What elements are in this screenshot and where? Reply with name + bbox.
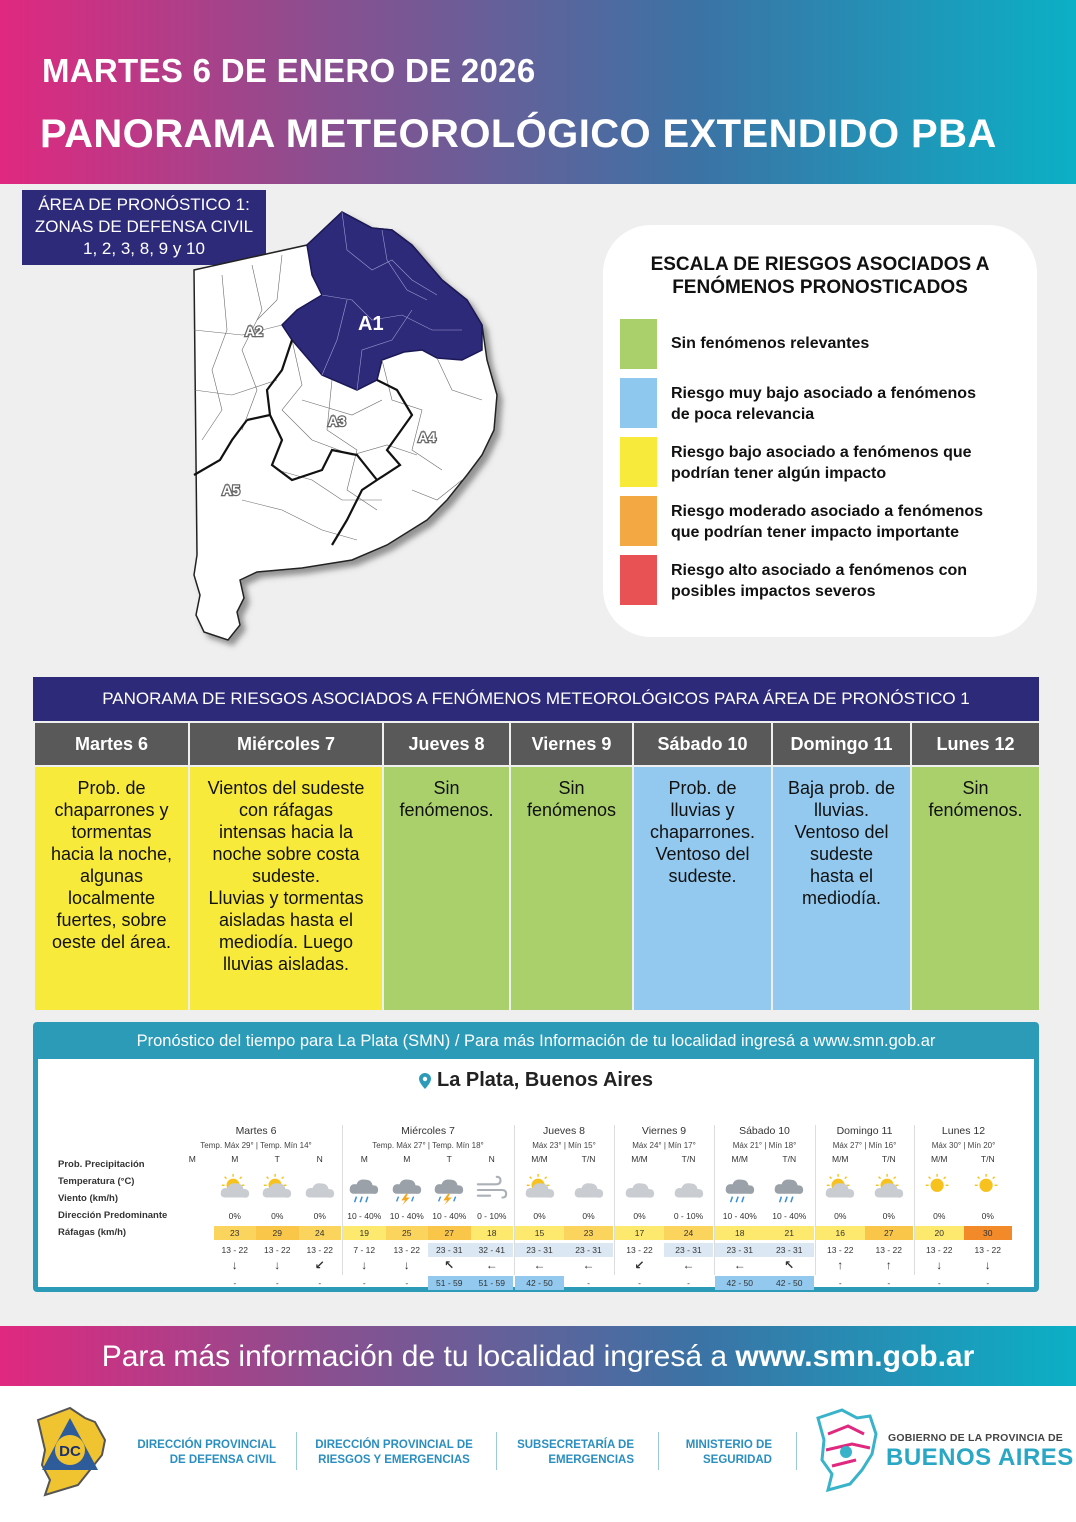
gust-value: - xyxy=(318,1278,322,1288)
wind-value: 23 - 31 xyxy=(715,1243,765,1257)
org-defensa-civil: DIRECCIÓN PROVINCIAL DE DEFENSA CIVIL xyxy=(137,1439,276,1466)
forecast-row-label: Ráfagas (km/h) xyxy=(58,1227,127,1238)
wind-direction-icon: ↓ xyxy=(361,1258,368,1272)
wind-value: 7 - 12 xyxy=(353,1245,376,1255)
risk-text-line: sudeste xyxy=(809,844,874,864)
temperature-value: 15 xyxy=(515,1226,564,1240)
wind-value: 13 - 22 xyxy=(974,1245,1001,1255)
forecast-day-name: Sábado 10 xyxy=(739,1125,790,1137)
temperature-value: 27 xyxy=(428,1226,471,1240)
wind-value: 13 - 22 xyxy=(221,1245,248,1255)
smn-forecast-panel xyxy=(33,1022,1039,1292)
slot-period-label: M/M xyxy=(831,1154,849,1164)
wind-value: 23 - 31 xyxy=(664,1243,713,1257)
wind-direction-icon: ↓ xyxy=(984,1258,991,1272)
risk-panel-title: PANORAMA DE RIESGOS ASOCIADOS A FENÓMENOS METEOROLÓGICOS PARA ÁREA DE PRONÓSTICO 1 xyxy=(33,677,1039,721)
risk-day-cell xyxy=(633,766,772,1011)
slot-period-label: T/N xyxy=(881,1154,896,1164)
forecast-day-name: Martes 6 xyxy=(235,1125,277,1137)
day-separator xyxy=(514,1125,515,1275)
forecast-day-name: Domingo 11 xyxy=(836,1125,893,1137)
org-subsecretaria: SUBSECRETARÍA DE EMERGENCIAS xyxy=(517,1439,634,1466)
precip-value: 0% xyxy=(834,1211,847,1221)
scale-item xyxy=(620,319,1020,369)
header-banner xyxy=(0,0,1076,184)
wind-value: 32 - 41 xyxy=(471,1243,514,1257)
precip-value: 0% xyxy=(313,1211,326,1221)
scale-title-line: ESCALA DE RIESGOS ASOCIADOS A xyxy=(650,254,990,275)
wind-direction-icon: ↖ xyxy=(784,1258,795,1272)
forecast-row-label: Dirección Predominante xyxy=(58,1210,168,1221)
scale-item-text: Riesgo alto asociado a fenómenos con posibles impactos severos xyxy=(671,562,968,600)
cloud-weather-icon xyxy=(623,1173,657,1207)
scale-item-text: Riesgo bajo asociado a fenómenos que podrían tener algún impacto xyxy=(671,444,972,482)
precip-value: 0% xyxy=(633,1211,646,1221)
sun-cloud-weather-icon xyxy=(872,1173,906,1207)
risk-day-header: Martes 6 xyxy=(34,722,189,766)
report-date: MARTES 6 DE ENERO DE 2026 xyxy=(42,52,536,89)
risk-day-header: Lunes 12 xyxy=(911,722,1040,766)
area-label-line: ZONAS DE DEFENSA CIVIL xyxy=(34,217,254,236)
slot-period-label: T xyxy=(446,1154,452,1164)
buenos-aires-province-logo xyxy=(812,1404,882,1494)
risk-day-cell xyxy=(510,766,633,1011)
temperature-value: 18 xyxy=(715,1226,765,1240)
precip-value: 10 - 40% xyxy=(772,1211,807,1221)
wind-value: 23 - 31 xyxy=(515,1243,564,1257)
smn-banner: Pronóstico del tiempo para La Plata (SMN) / Para más Información de tu localidad ingresá a www.smn.gob.ar xyxy=(136,1032,936,1050)
location-pin-icon xyxy=(419,1073,431,1089)
risk-text-line: Baja prob. de xyxy=(787,778,896,798)
risk-day-cell xyxy=(34,766,189,1011)
risk-text-line: algunas xyxy=(79,866,144,886)
scale-swatch xyxy=(620,319,657,369)
risk-text-line: fuertes, sobre xyxy=(56,910,167,930)
risk-text-line: tormentas xyxy=(71,822,152,842)
gust-value: - xyxy=(638,1278,641,1288)
temperature-value: 21 xyxy=(765,1226,815,1240)
gust-value: - xyxy=(986,1278,990,1288)
forecast-day xyxy=(816,1125,913,1288)
risk-text-line: mediodía. xyxy=(801,888,882,908)
risk-text-line: lluvias y xyxy=(670,800,735,820)
wind-value: 13 - 22 xyxy=(875,1245,902,1255)
map-label-a5: A5 xyxy=(222,482,240,498)
forecast-day-temps: Máx 23° | Mín 15° xyxy=(532,1141,596,1150)
precip-value: 0% xyxy=(933,1211,946,1221)
gust-value: - xyxy=(233,1278,237,1288)
smn-forecast-grid xyxy=(38,1059,1034,1287)
scale-title-line: FENÓMENOS PRONOSTICADOS xyxy=(672,277,968,298)
wind-value: 23 - 31 xyxy=(564,1243,613,1257)
gust-value: 42 - 50 xyxy=(765,1276,815,1290)
org-separator xyxy=(658,1432,659,1470)
wind-value: 13 - 22 xyxy=(306,1245,333,1255)
risk-text-line: Ventoso del xyxy=(794,822,889,842)
slot-period-label: T/N xyxy=(581,1154,596,1164)
day-separator xyxy=(614,1125,615,1275)
sun-cloud-weather-icon xyxy=(218,1173,252,1207)
forecast-day-temps: Máx 21° | Mín 18° xyxy=(732,1141,797,1150)
wind-weather-icon xyxy=(475,1173,509,1207)
scale-item xyxy=(620,555,1020,605)
wind-direction-icon: ← xyxy=(582,1258,595,1272)
forecast-day-temps: Máx 24° | Mín 17° xyxy=(632,1141,696,1150)
risk-table-header xyxy=(34,722,1040,766)
gust-value: - xyxy=(687,1278,690,1288)
precip-value: 0% xyxy=(533,1211,546,1221)
risk-text-line: Prob. de xyxy=(77,778,146,798)
risk-text-line: sudeste. xyxy=(251,866,321,886)
slot-period-label: M xyxy=(360,1154,368,1164)
risk-text-line: Vientos del sudeste xyxy=(207,778,365,798)
forecast-day-temps: Máx 30° | Mín 20° xyxy=(931,1141,996,1150)
wind-value: 23 - 31 xyxy=(428,1243,471,1257)
risk-day-cell xyxy=(383,766,510,1011)
gust-value: - xyxy=(937,1278,941,1288)
precip-value: 10 - 40% xyxy=(722,1211,757,1221)
slot-period-label: M/M xyxy=(531,1154,548,1164)
sun-weather-icon xyxy=(971,1173,1005,1207)
wind-direction-icon: ← xyxy=(485,1258,498,1272)
risk-text-line: fenómenos xyxy=(526,800,617,820)
map-label-a3: A3 xyxy=(328,413,346,429)
area-label-line: ÁREA DE PRONÓSTICO 1: xyxy=(38,195,250,214)
day-separator xyxy=(714,1125,715,1275)
rain-weather-icon xyxy=(772,1173,806,1207)
slot-period-label: M/M xyxy=(731,1154,749,1164)
gust-value: 42 - 50 xyxy=(515,1276,564,1290)
defensa-civil-logo xyxy=(30,1400,110,1500)
forecast-day-temps: Temp. Máx 27° | Temp. Mín 18° xyxy=(372,1141,484,1150)
risk-text-line: Prob. de xyxy=(668,778,737,798)
map-label-a2: A2 xyxy=(245,323,263,339)
wind-direction-icon: ↑ xyxy=(837,1258,844,1272)
risk-text-line: Ventoso del xyxy=(655,844,750,864)
wind-direction-icon: ← xyxy=(733,1258,746,1272)
sun-cloud-weather-icon xyxy=(260,1173,294,1207)
slot-period-label: M/M xyxy=(631,1154,648,1164)
org-separator xyxy=(796,1432,797,1470)
gust-value: - xyxy=(587,1278,590,1288)
risk-text-line: chaparrones y xyxy=(54,800,169,820)
slot-period-label: T/N xyxy=(782,1154,797,1164)
risk-text-line: sudeste. xyxy=(668,866,737,886)
precip-value: 0% xyxy=(228,1211,241,1221)
forecast-row-label: Viento (km/h) xyxy=(58,1193,118,1204)
gov-line2: BUENOS AIRES xyxy=(886,1444,1074,1471)
risk-text-line: intensas hacia la xyxy=(218,822,354,842)
slot-period-label: T/N xyxy=(681,1154,696,1164)
temperature-value: 19 xyxy=(343,1226,386,1240)
precip-value: 10 - 40% xyxy=(347,1211,382,1221)
forecast-row-label: Prob. Precipitación xyxy=(58,1159,145,1170)
gust-value: - xyxy=(887,1278,891,1288)
area-label-line: 1, 2, 3, 8, 9 y 10 xyxy=(83,239,205,258)
temperature-value: 30 xyxy=(964,1226,1013,1240)
location-name: La Plata, Buenos Aires xyxy=(437,1069,653,1091)
risk-text-line: lluvias. xyxy=(813,800,870,820)
scale-swatch xyxy=(620,437,657,487)
sun-cloud-weather-icon xyxy=(523,1173,557,1207)
risk-scale-legend xyxy=(603,225,1037,637)
risk-text-line: hasta el xyxy=(809,866,874,886)
precip-value: 0% xyxy=(582,1211,595,1221)
risk-day-header: Miércoles 7 xyxy=(189,722,383,766)
scale-item-text: Riesgo muy bajo asociado a fenómenos de poca relevancia xyxy=(671,385,976,423)
slot-period-label: M/M xyxy=(930,1154,948,1164)
rain-weather-icon xyxy=(723,1173,757,1207)
wind-value: 13 - 22 xyxy=(626,1245,653,1255)
scale-item-text: Sin fenómenos relevantes xyxy=(671,335,870,352)
risk-text-line: chaparrones. xyxy=(649,822,756,842)
temperature-value: 23 xyxy=(214,1226,257,1240)
risk-text-line: oeste del área. xyxy=(51,932,172,952)
forecast-day xyxy=(343,1125,513,1288)
wind-value: 13 - 22 xyxy=(393,1245,420,1255)
forecast-day xyxy=(915,1125,1012,1288)
risk-text-line: Sin xyxy=(558,778,585,798)
temperature-value: 25 xyxy=(386,1226,429,1240)
cloud-weather-icon xyxy=(672,1173,706,1207)
gust-value: 51 - 59 xyxy=(471,1276,514,1290)
precip-value: 0% xyxy=(271,1211,284,1221)
slot-period-label: M xyxy=(188,1154,196,1164)
org-riesgos-emergencias: DIRECCIÓN PROVINCIAL DE RIESGOS Y EMERGENCIAS xyxy=(315,1439,473,1466)
precip-value: 0 - 10% xyxy=(673,1211,704,1221)
slot-period-label: N xyxy=(316,1154,323,1164)
wind-value: 13 - 22 xyxy=(926,1245,953,1255)
temperature-value: 27 xyxy=(865,1226,914,1240)
gust-value: - xyxy=(838,1278,842,1288)
forecast-day-name: Jueves 8 xyxy=(542,1125,586,1137)
scale-swatch xyxy=(620,378,657,428)
cloud-weather-icon xyxy=(572,1173,606,1207)
risk-day-cell xyxy=(911,766,1040,1011)
temperature-value: 18 xyxy=(471,1226,514,1240)
gust-value: 51 - 59 xyxy=(428,1276,471,1290)
map-label-a1: A1 xyxy=(358,313,384,335)
forecast-row-label: Temperatura (°C) xyxy=(58,1176,135,1187)
risk-day-cell xyxy=(772,766,911,1011)
precip-value: 10 - 40% xyxy=(432,1211,467,1221)
risk-day-header: Sábado 10 xyxy=(633,722,772,766)
forecast-day xyxy=(615,1125,713,1288)
footer-text: Para más información de tu localidad ingresá a xyxy=(101,1340,728,1373)
risk-day-header: Domingo 11 xyxy=(772,722,911,766)
wind-direction-icon: ↖ xyxy=(444,1258,455,1272)
risk-text-line: localmente xyxy=(67,888,156,908)
wind-direction-icon: ← xyxy=(533,1258,546,1272)
wind-direction-icon: ↓ xyxy=(936,1258,943,1272)
scale-title xyxy=(603,253,1037,299)
scale-item xyxy=(620,496,1020,546)
wind-value: 13 - 22 xyxy=(264,1245,291,1255)
precip-value: 0% xyxy=(882,1211,895,1221)
forecast-location xyxy=(38,1069,1034,1092)
storm-weather-icon xyxy=(432,1173,466,1207)
slot-period-label: T/N xyxy=(980,1154,995,1164)
temperature-value: 24 xyxy=(664,1226,713,1240)
footer-banner xyxy=(0,1326,1076,1386)
risk-day-cell xyxy=(189,766,383,1011)
risk-table xyxy=(33,721,1041,1012)
precip-value: 0% xyxy=(981,1211,994,1221)
slot-period-label: N xyxy=(488,1154,495,1164)
gust-value: - xyxy=(275,1278,279,1288)
forecast-day-name: Lunes 12 xyxy=(941,1125,986,1137)
cloud-weather-icon xyxy=(303,1173,337,1207)
gust-value: - xyxy=(405,1278,409,1288)
temperature-value: 23 xyxy=(564,1226,613,1240)
footer-url[interactable]: www.smn.gob.ar xyxy=(735,1340,975,1373)
risk-text-line: noche sobre costa xyxy=(212,844,360,864)
wind-direction-icon: ↓ xyxy=(231,1258,238,1272)
wind-direction-icon: ↓ xyxy=(274,1258,281,1272)
dc-badge-text: DC xyxy=(59,1443,81,1460)
scale-swatch xyxy=(620,496,657,546)
temperature-value: 20 xyxy=(915,1226,964,1240)
wind-direction-icon: ↑ xyxy=(885,1258,892,1272)
risk-text-line: Sin xyxy=(962,778,989,798)
risk-day-header: Jueves 8 xyxy=(383,722,510,766)
scale-item-text: Riesgo moderado asociado a fenómenos que podrían tener impacto importante xyxy=(671,503,984,541)
risk-text-line: hacia la noche, xyxy=(50,844,173,864)
scale-item xyxy=(620,437,1020,487)
precip-value: 0 - 10% xyxy=(477,1211,507,1221)
wind-direction-icon: ↓ xyxy=(403,1258,410,1272)
gov-line1: GOBIERNO DE LA PROVINCIA DE xyxy=(888,1432,1063,1444)
risk-text-line: con ráfagas xyxy=(238,800,334,820)
risk-text-line: Lluvias y tormentas xyxy=(208,888,364,908)
slot-period-label: M xyxy=(231,1154,239,1164)
precip-value: 10 - 40% xyxy=(389,1211,424,1221)
forecast-day-name: Viernes 9 xyxy=(641,1125,687,1137)
day-separator xyxy=(815,1125,816,1275)
scale-item xyxy=(620,378,1020,428)
scale-swatch xyxy=(620,555,657,605)
org-ministerio: MINISTERIO DE SEGURIDAD xyxy=(685,1439,772,1466)
risk-panel xyxy=(33,677,1039,1012)
province-map xyxy=(182,200,512,660)
forecast-day xyxy=(715,1125,814,1288)
risk-text-line: fenómenos. xyxy=(928,800,1023,820)
day-separator xyxy=(914,1125,915,1275)
gust-value: 42 - 50 xyxy=(715,1276,765,1290)
temperature-value: 16 xyxy=(816,1226,865,1240)
page-title: PANORAMA METEOROLÓGICO EXTENDIDO PBA xyxy=(40,112,997,156)
risk-text-line: aisladas hasta el xyxy=(218,910,354,930)
org-separator xyxy=(296,1432,297,1470)
forecast-day-temps: Máx 27° | Mín 16° xyxy=(832,1141,897,1150)
forecast-day xyxy=(171,1125,341,1288)
sun-weather-icon xyxy=(922,1173,956,1207)
sun-cloud-weather-icon xyxy=(823,1173,857,1207)
risk-text-line: lluvias aisladas. xyxy=(222,954,350,974)
risk-table-row xyxy=(34,766,1040,1011)
temperature-value: 29 xyxy=(256,1226,299,1240)
logos-strip xyxy=(0,1386,1076,1522)
wind-direction-icon: ↙ xyxy=(634,1258,645,1272)
wind-value: 23 - 31 xyxy=(765,1243,815,1257)
wind-value: 13 - 22 xyxy=(827,1245,854,1255)
forecast-day-temps: Temp. Máx 29° | Temp. Mín 14° xyxy=(200,1141,312,1150)
risk-text-line: mediodía. Luego xyxy=(218,932,354,952)
org-separator xyxy=(496,1432,497,1470)
temperature-value: 17 xyxy=(615,1226,664,1240)
wind-direction-icon: ← xyxy=(682,1258,695,1272)
rain-weather-icon xyxy=(347,1173,381,1207)
temperature-value: 24 xyxy=(299,1226,342,1240)
risk-day-header: Viernes 9 xyxy=(510,722,633,766)
forecast-day-name: Miércoles 7 xyxy=(401,1125,455,1137)
storm-weather-icon xyxy=(390,1173,424,1207)
map-label-a4: A4 xyxy=(418,429,436,445)
risk-text-line: fenómenos. xyxy=(399,800,494,820)
gust-value: - xyxy=(362,1278,366,1288)
wind-direction-icon: ↙ xyxy=(314,1258,325,1272)
forecast-day xyxy=(515,1125,613,1288)
slot-period-label: M xyxy=(403,1154,411,1164)
slot-period-label: T xyxy=(274,1154,280,1164)
risk-text-line: Sin xyxy=(433,778,460,798)
day-separator xyxy=(342,1125,343,1275)
